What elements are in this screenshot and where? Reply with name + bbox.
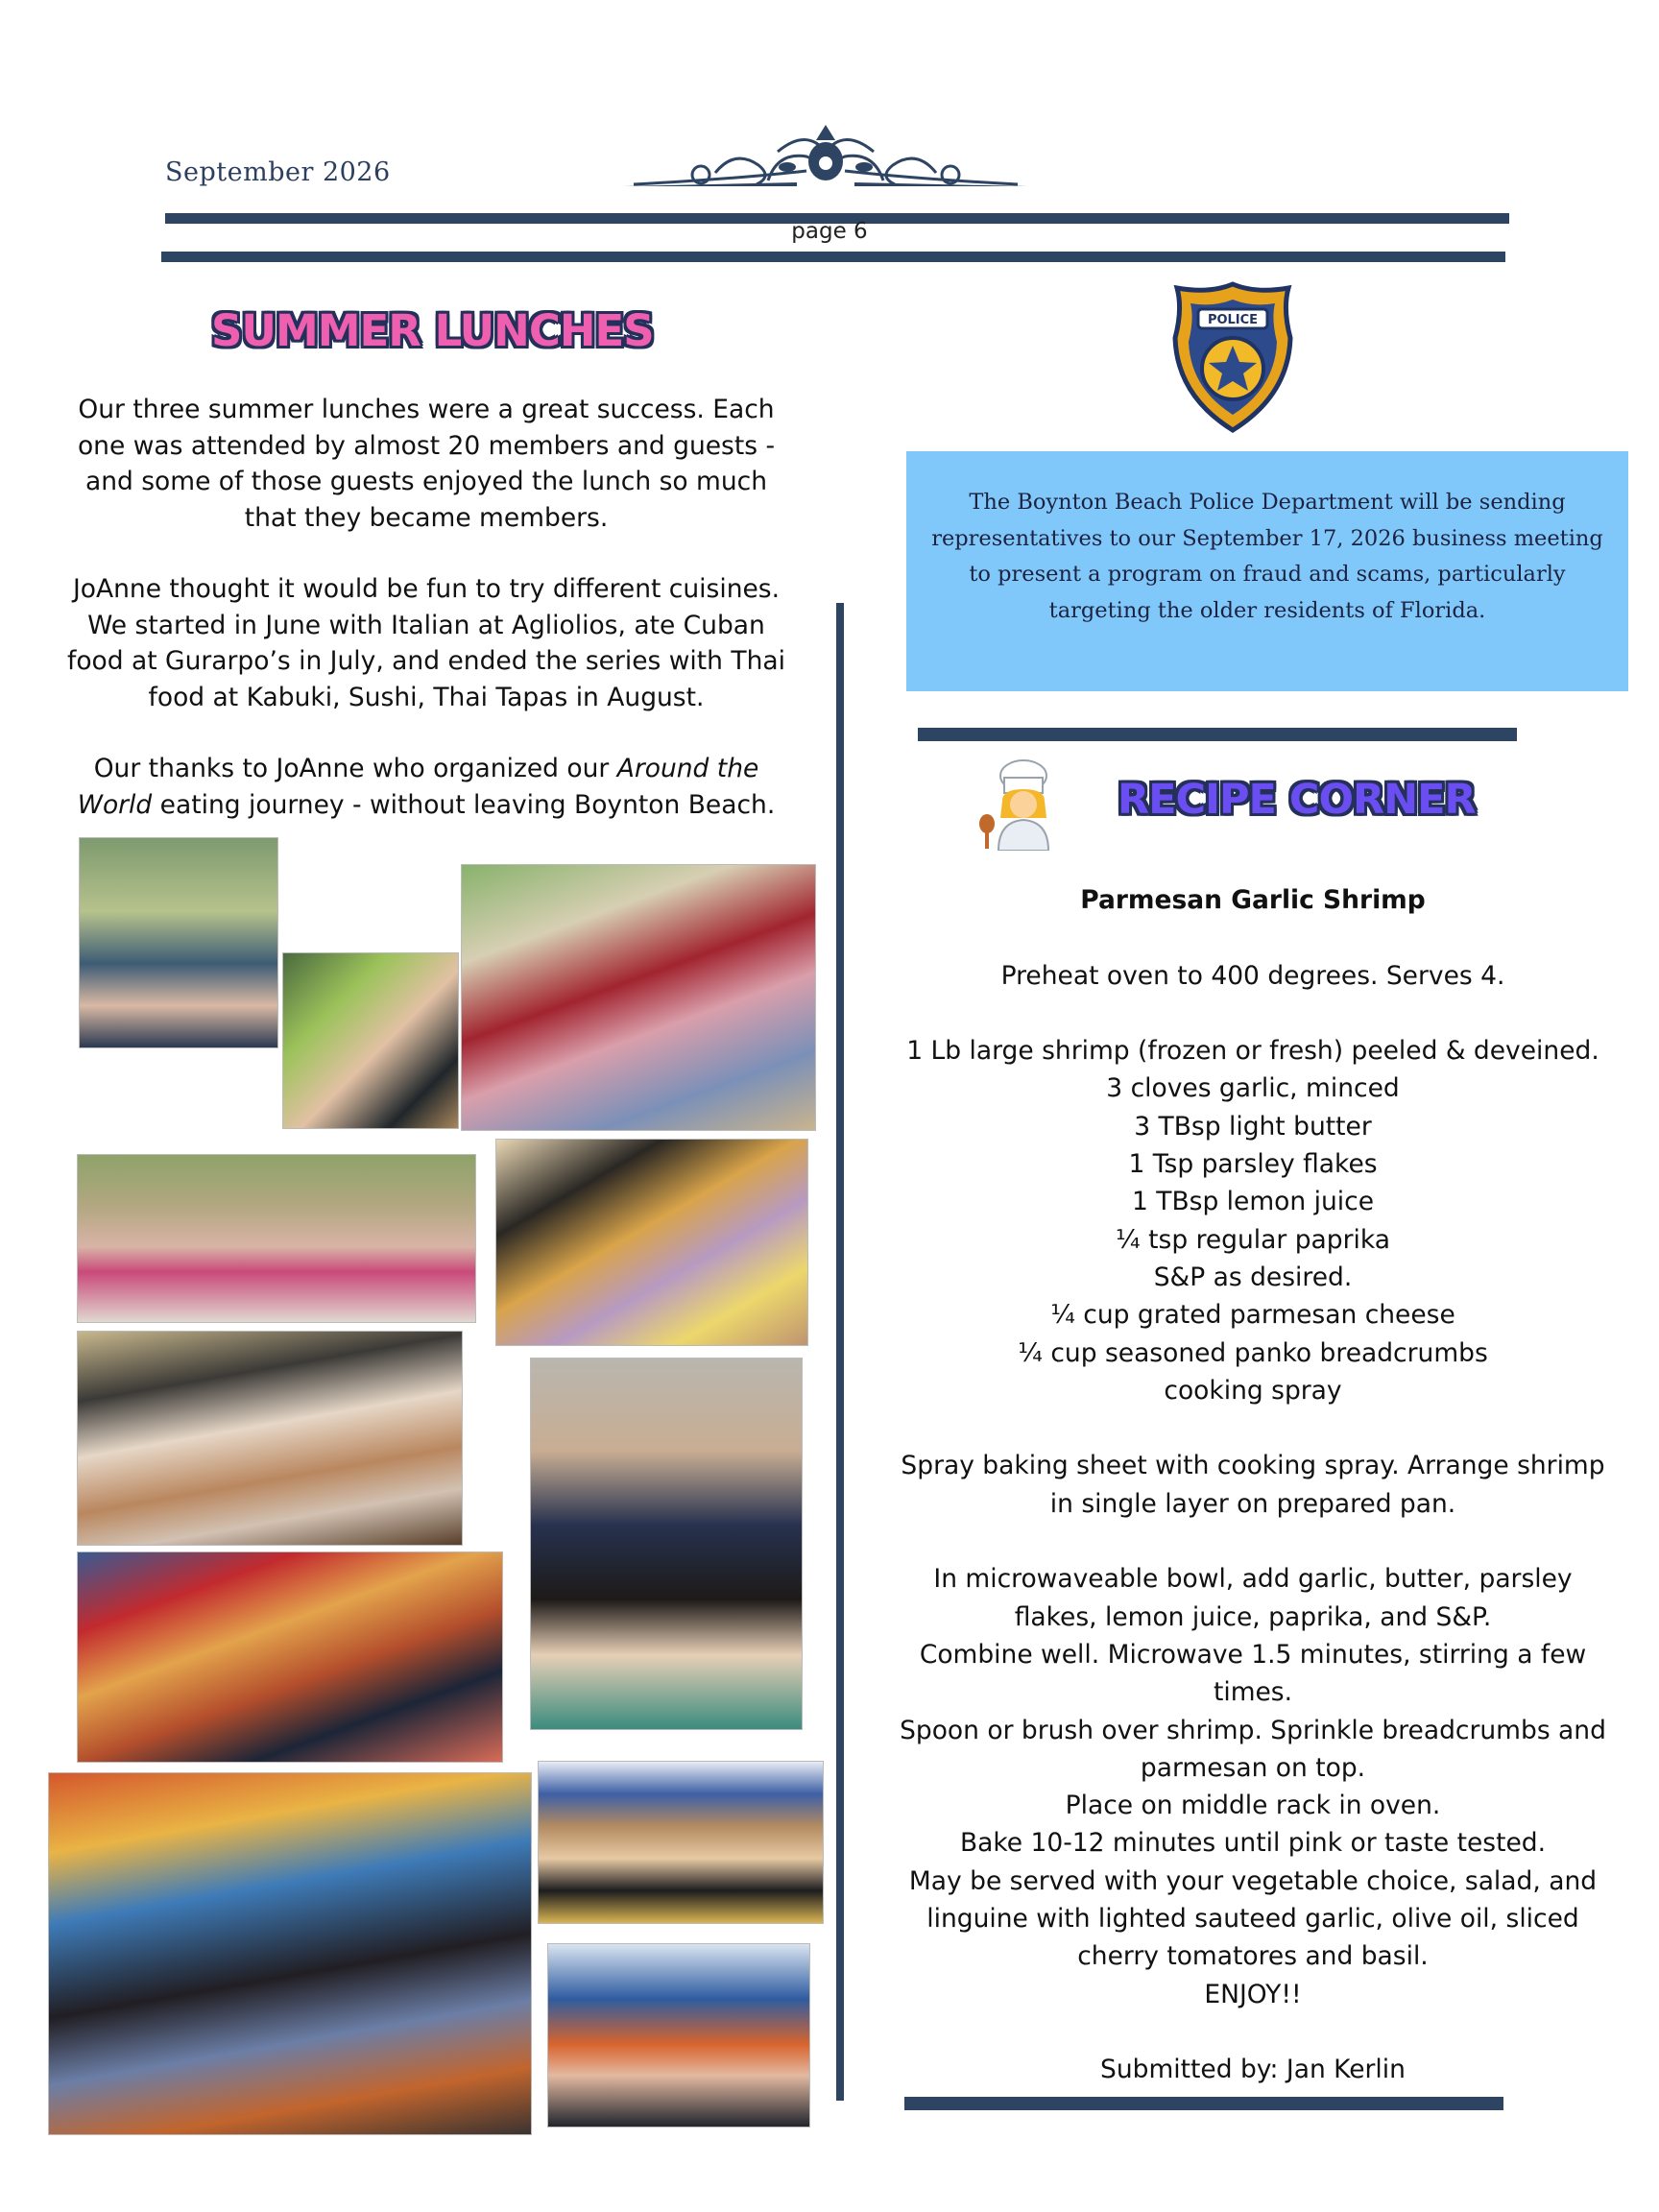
section-rule [918,728,1517,741]
page-number: page 6 [791,219,868,244]
column-divider [836,603,844,2101]
recipe-body [893,881,1613,2089]
lunch-photo-6 [77,1331,463,1546]
police-notice-text: The Boynton Beach Police Department will be sending representatives to our September 17, 2026 business meeting to present a program on fraud and scams, particularly targeting the older residents of Florida. [931,490,1603,623]
summer-paragraph-1 [61,392,791,536]
recipe-step: ENJOY!! [1204,1979,1302,2009]
summer-p1: Our three summer lunches were a great success. Each one was attended by almost 20 members and guests - and some of those guests enjoyed the lunch so much that they became members. [77,395,776,533]
ingredient-item: 1 Tsp parsley flakes [1128,1149,1378,1180]
recipe-step: In microwaveable bowl, add garlic, butter, parsley flakes, lemon juice, paprika, and S&P. [933,1564,1573,1632]
ingredient-item: 3 TBsp light butter [1134,1111,1372,1142]
header-rule-bottom [161,252,1505,262]
around-the-world-italic: Around the World [77,754,759,820]
issue-date: September 2026 [165,157,391,187]
lunch-photo-5 [495,1139,808,1346]
ornament-icon [624,123,1027,190]
recipe-bottom-rule [904,2097,1503,2110]
summer-paragraph-3 [61,751,791,823]
ingredient-item: 1 TBsp lemon juice [1131,1187,1374,1217]
summer-p2: JoAnne thought it would be fun to try different cuisines. We started in June with Italian at Agliolios, ate Cuban food at Gurarpo’s in July, and ended the series with Thai food at Kabuki, Sushi, Thai Tapas in August. [67,574,785,712]
ingredient-item: ¼ tsp regular paprika [1116,1224,1390,1255]
lunch-photo-10 [538,1761,824,1924]
recipe-step: Spray baking sheet with cooking spray. Arrange shrimp in single layer on prepared pan. [901,1451,1605,1519]
chef-icon [977,755,1066,851]
ingredient-item: 3 cloves garlic, minced [1106,1073,1400,1104]
recipe-name: Parmesan Garlic Shrimp [1080,885,1426,915]
recipe-corner-title: RECIPE CORNER [1118,776,1476,824]
summer-p3: Our thanks to JoAnne who organized our Around the World eating journey - without leaving Boynton Beach. [77,754,776,820]
recipe-step: Place on middle rack in oven. [1065,1791,1441,1821]
recipe-step: Combine well. Microwave 1.5 minutes, stirring a few times. [919,1639,1587,1708]
lunch-photo-4 [77,1154,476,1323]
svg-text:POLICE: POLICE [1207,313,1259,327]
ingredient-item: cooking spray [1164,1375,1342,1406]
recipe-submitter: Submitted by: Jan Kerlin [1100,2055,1406,2085]
recipe-step: Spoon or brush over shrimp. Sprinkle breadcrumbs and parmesan on top. [900,1715,1606,1783]
lunch-photo-7 [530,1358,803,1730]
lunch-photo-11 [547,1943,810,2128]
recipe-intro: Preheat oven to 400 degrees. Serves 4. [1000,960,1505,991]
lunch-photo-1 [79,837,278,1048]
summer-lunches-title: SUMMER LUNCHES [211,305,654,356]
ingredient-item: 1 Lb large shrimp (frozen or fresh) peeled & deveined. [906,1036,1599,1067]
lunch-photo-9 [48,1772,532,2135]
lunch-photo-8 [77,1551,503,1763]
ingredient-item: ¼ cup seasoned panko breadcrumbs [1018,1337,1488,1368]
summer-paragraph-2 [61,571,791,715]
police-badge-icon [1169,280,1296,434]
ingredient-item: ¼ cup grated parmesan cheese [1050,1300,1455,1331]
recipe-step: Bake 10-12 minutes until pink or taste tested. [959,1828,1547,1859]
ingredient-item: S&P as desired. [1153,1262,1353,1292]
lunch-photo-2 [282,952,459,1129]
recipe-step: May be served with your vegetable choice, salad, and linguine with lighted sauteed garlic, olive oil, sliced cherry tomatores and basil. [908,1865,1598,1972]
lunch-photo-3 [461,864,816,1131]
